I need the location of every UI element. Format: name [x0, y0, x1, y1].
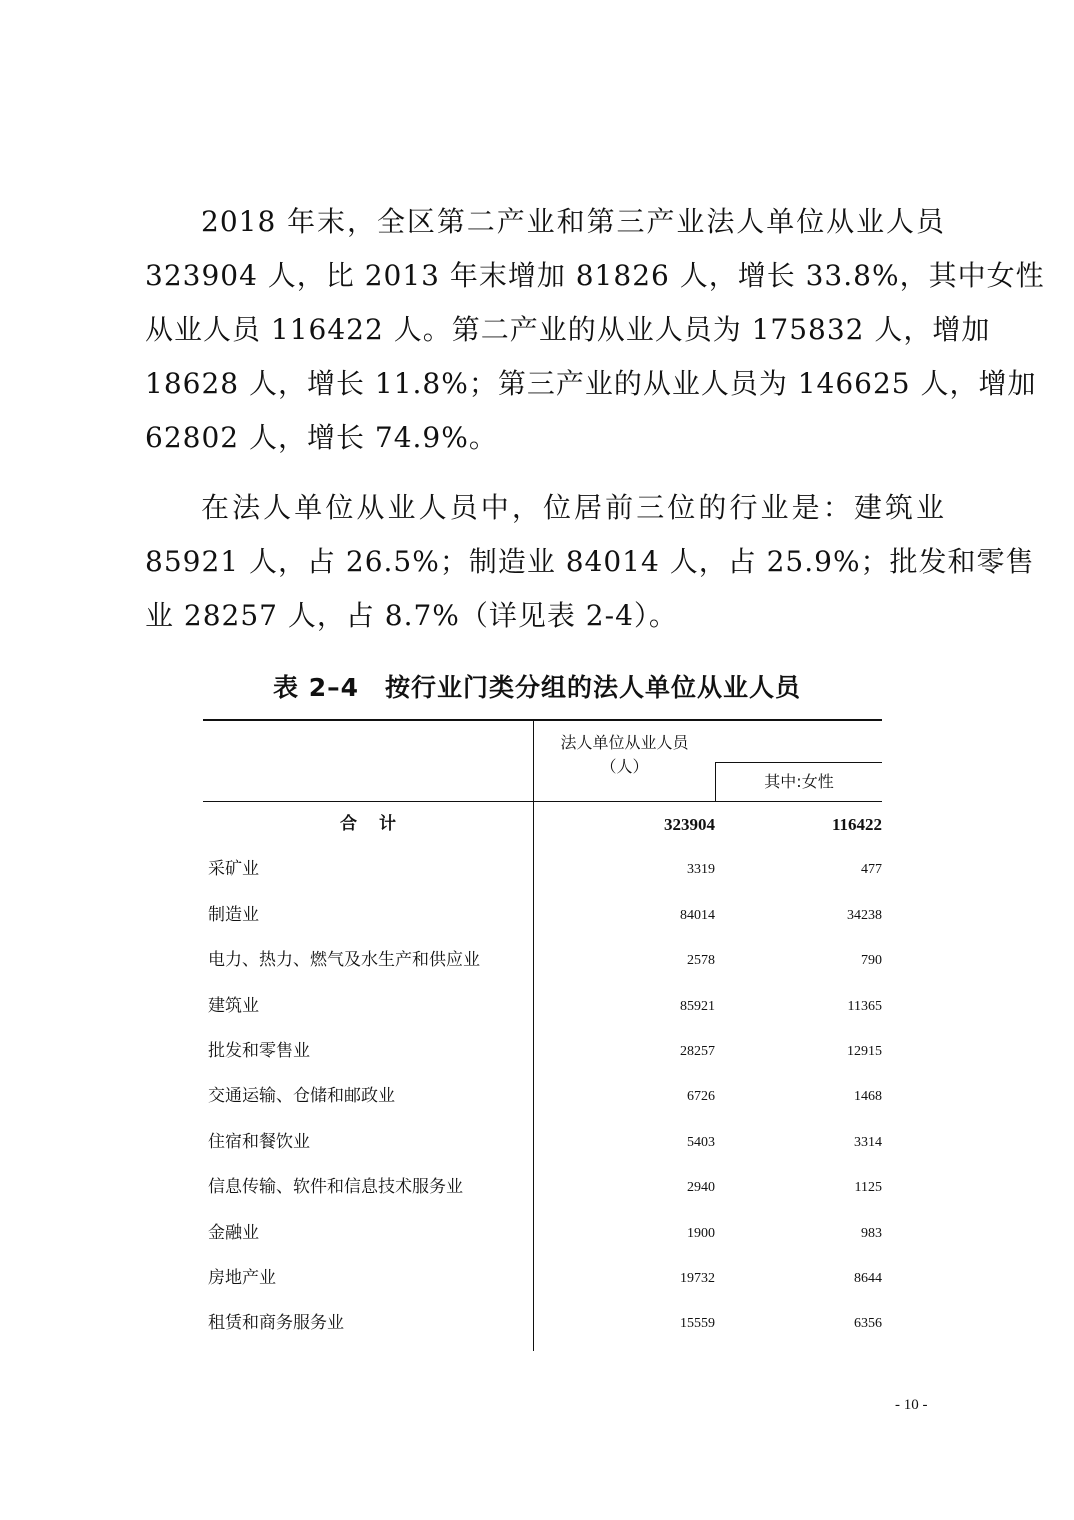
paragraph-line: 85921 人，占 26.5%；制造业 84014 人，占 25.9%；批发和零售: [145, 545, 1035, 578]
table-top-rule: [203, 719, 882, 721]
row-value-female: 1125: [854, 1180, 882, 1196]
row-name: 制造业: [208, 904, 259, 925]
table-row: [203, 1301, 882, 1346]
row-value-employees: 84014: [680, 907, 715, 923]
paragraph-employment-summary: [145, 195, 1045, 465]
table-data-rows: [203, 847, 882, 1346]
table-row: [203, 1029, 882, 1074]
row-name: 采矿业: [208, 859, 259, 880]
row-value-employees: 323904: [664, 815, 715, 834]
row-name: 电力、热力、燃气及水生产和供应业: [208, 950, 480, 971]
row-value-female: 1468: [854, 1089, 882, 1105]
table-row: [203, 1211, 882, 1256]
page-number: - 10 -: [895, 1397, 928, 1413]
paragraph-top-industries: [145, 481, 1035, 643]
row-name: 房地产业: [208, 1267, 276, 1288]
row-name: 合计: [340, 814, 418, 834]
column-header-female: 其中:女性: [764, 772, 834, 791]
row-value-employees: 2940: [687, 1180, 715, 1196]
column-header-employees: [534, 731, 715, 779]
row-value-female: 11365: [847, 998, 882, 1014]
paragraph-line: 62802 人，增长 74.9%。: [145, 421, 498, 454]
table-row: [203, 1256, 882, 1301]
row-value-employees: 85921: [680, 998, 715, 1014]
row-value-employees: 2578: [687, 953, 715, 969]
table-row-total: [203, 802, 882, 847]
row-name: 住宿和餐饮业: [208, 1131, 310, 1152]
row-value-employees: 19732: [680, 1270, 715, 1286]
row-value-female: 3314: [854, 1134, 882, 1150]
row-value-employees: 3319: [687, 862, 715, 878]
paragraph-line: 2018 年末，全区第二产业和第三产业法人单位从业人员: [201, 205, 945, 238]
row-value-employees: 1900: [687, 1225, 715, 1241]
table-row: [203, 1074, 882, 1119]
row-value-female: 6356: [854, 1316, 882, 1332]
row-value-employees: 5403: [687, 1134, 715, 1150]
row-name: 金融业: [208, 1222, 259, 1243]
column-header-label: 法人单位从业人员: [560, 733, 689, 752]
table-body: [203, 802, 882, 1347]
table-row: [203, 893, 882, 938]
table-row: [203, 847, 882, 892]
row-value-female: 983: [861, 1225, 882, 1241]
paragraph-line: 18628 人，增长 11.8%；第三产业的从业人员为 146625 人，增加: [145, 367, 1037, 400]
row-value-employees: 6726: [687, 1089, 715, 1105]
row-value-female: 116422: [831, 815, 882, 834]
table-row: [203, 938, 882, 983]
paragraph-line: 业 28257 人，占 8.7%（详见表 2-4）。: [145, 599, 678, 632]
row-value-female: 34238: [847, 907, 882, 923]
row-value-employees: 15559: [680, 1316, 715, 1332]
row-value-female: 8644: [854, 1270, 882, 1286]
row-value-employees: 28257: [680, 1043, 715, 1059]
row-name: 信息传输、软件和信息技术服务业: [208, 1177, 463, 1198]
table-title: 表 2–4 按行业门类分组的法人单位从业人员: [273, 673, 801, 702]
row-value-female: 790: [861, 953, 882, 969]
employment-table: [203, 719, 882, 1351]
table-row: [203, 1120, 882, 1165]
table-row: [203, 1165, 882, 1210]
column-header-unit: （人）: [600, 757, 649, 776]
paragraph-line: 从业人员 116422 人。第二产业的从业人员为 175832 人，增加: [145, 313, 991, 346]
row-value-female: 477: [861, 862, 882, 878]
row-name: 批发和零售业: [208, 1040, 310, 1061]
row-name: 建筑业: [208, 995, 259, 1016]
row-name: 交通运输、仓储和邮政业: [208, 1086, 395, 1107]
row-name: 租赁和商务服务业: [208, 1313, 344, 1334]
table-row: [203, 984, 882, 1029]
row-value-female: 12915: [847, 1043, 882, 1059]
paragraph-line: 在法人单位从业人员中，位居前三位的行业是：建筑业: [201, 491, 945, 524]
paragraph-line: 323904 人，比 2013 年末增加 81826 人，增长 33.8%，其中女性: [145, 259, 1045, 292]
